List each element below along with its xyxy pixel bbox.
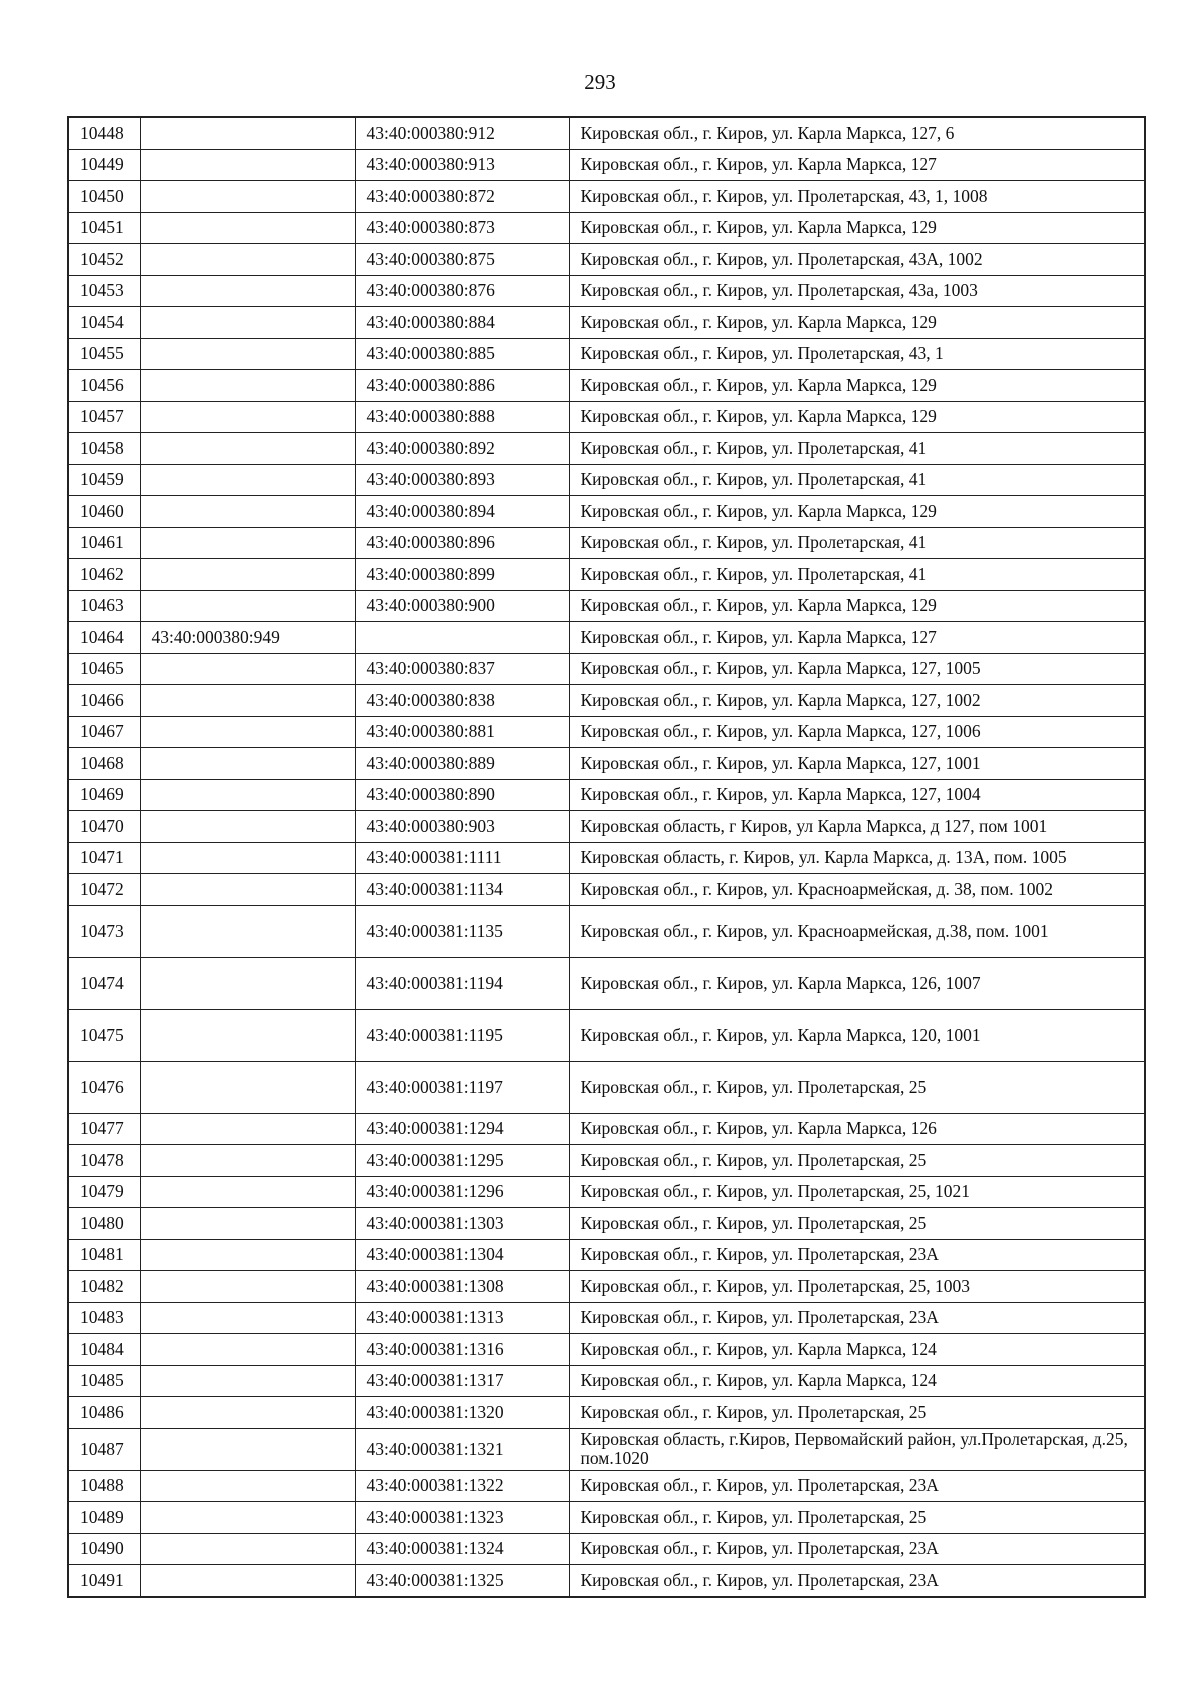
table-row [68,590,1145,622]
cadastral-number-cell [140,1145,355,1177]
address-cell: Кировская обл., г. Киров, ул. Красноармейская, д. 38, пом. 1002 [569,874,1145,906]
row-number-cell: 10482 [68,1271,140,1303]
cadastral-number-cell [140,1428,355,1470]
cadastral-number-cell: 43:40:000380:890 [355,779,569,811]
row-number-cell: 10478 [68,1145,140,1177]
row-number-cell: 10468 [68,748,140,780]
row-number-cell: 10476 [68,1061,140,1113]
cadastral-number-cell [140,307,355,339]
cadastral-number-cell: 43:40:000381:1321 [355,1428,569,1470]
row-number-cell: 10454 [68,307,140,339]
row-number-cell: 10471 [68,842,140,874]
table-row [68,716,1145,748]
cadastral-number-cell: 43:40:000381:1194 [355,957,569,1009]
address-cell: Кировская обл., г. Киров, ул. Пролетарская, 25 [569,1502,1145,1534]
table-row [68,622,1145,654]
table-row [68,1565,1145,1597]
table-row [68,1145,1145,1177]
table-row [68,685,1145,717]
cadastral-number-cell: 43:40:000381:1294 [355,1113,569,1145]
table-row [68,1397,1145,1429]
row-number-cell: 10488 [68,1470,140,1502]
address-cell: Кировская обл., г. Киров, ул. Карла Маркса, 129 [569,590,1145,622]
table-row [68,496,1145,528]
cadastral-number-cell [140,1271,355,1303]
table-row [68,1176,1145,1208]
cadastral-number-cell [140,685,355,717]
address-cell: Кировская область, г. Киров, ул. Карла Маркса, д. 13А, пом. 1005 [569,842,1145,874]
row-number-cell: 10465 [68,653,140,685]
address-cell: Кировская обл., г. Киров, ул. Карла Маркса, 129 [569,496,1145,528]
address-cell: Кировская обл., г. Киров, ул. Карла Маркса, 120, 1001 [569,1009,1145,1061]
address-cell: Кировская обл., г. Киров, ул. Карла Маркса, 127, 1004 [569,779,1145,811]
address-cell: Кировская обл., г. Киров, ул. Пролетарская, 23А [569,1239,1145,1271]
table-row [68,401,1145,433]
cadastral-number-cell: 43:40:000381:1111 [355,842,569,874]
address-cell: Кировская обл., г. Киров, ул. Пролетарская, 43а, 1003 [569,275,1145,307]
cadastral-number-cell [140,1208,355,1240]
table-row [68,1113,1145,1145]
cadastral-number-cell: 43:40:000380:884 [355,307,569,339]
cadastral-number-cell [140,244,355,276]
table-row [68,748,1145,780]
cadastral-number-cell: 43:40:000380:886 [355,370,569,402]
address-cell: Кировская обл., г. Киров, ул. Карла Маркса, 127, 6 [569,117,1145,149]
table-row [68,1428,1145,1470]
cadastral-number-cell: 43:40:000381:1324 [355,1533,569,1565]
cadastral-number-cell: 43:40:000380:837 [355,653,569,685]
cadastral-number-cell: 43:40:000381:1197 [355,1061,569,1113]
cadastral-number-cell: 43:40:000381:1316 [355,1334,569,1366]
row-number-cell: 10487 [68,1428,140,1470]
row-number-cell: 10461 [68,527,140,559]
cadastral-number-cell [140,1334,355,1366]
cadastral-number-cell: 43:40:000381:1308 [355,1271,569,1303]
cadastral-number-cell: 43:40:000380:838 [355,685,569,717]
table-row [68,1271,1145,1303]
cadastral-number-cell: 43:40:000380:893 [355,464,569,496]
row-number-cell: 10469 [68,779,140,811]
address-cell: Кировская обл., г. Киров, ул. Красноармейская, д.38, пом. 1001 [569,905,1145,957]
table-row [68,1302,1145,1334]
cadastral-number-cell: 43:40:000381:1322 [355,1470,569,1502]
cadastral-number-cell [355,622,569,654]
row-number-cell: 10460 [68,496,140,528]
table-row [68,811,1145,843]
table-row [68,1533,1145,1565]
cadastral-number-cell: 43:40:000380:889 [355,748,569,780]
row-number-cell: 10490 [68,1533,140,1565]
cadastral-number-cell [140,874,355,906]
address-cell: Кировская обл., г. Киров, ул. Карла Маркса, 129 [569,401,1145,433]
cadastral-number-cell: 43:40:000381:1296 [355,1176,569,1208]
cadastral-number-cell: 43:40:000380:888 [355,401,569,433]
row-number-cell: 10456 [68,370,140,402]
address-cell: Кировская обл., г. Киров, ул. Пролетарская, 23А [569,1470,1145,1502]
table-row [68,338,1145,370]
address-cell: Кировская обл., г. Киров, ул. Пролетарская, 25 [569,1208,1145,1240]
cadastral-number-cell: 43:40:000380:873 [355,212,569,244]
address-cell: Кировская область, г Киров, ул Карла Маркса, д 127, пом 1001 [569,811,1145,843]
address-cell: Кировская обл., г. Киров, ул. Пролетарская, 25 [569,1061,1145,1113]
cadastral-number-cell: 43:40:000380:876 [355,275,569,307]
row-number-cell: 10470 [68,811,140,843]
cadastral-number-cell [140,1061,355,1113]
cadastral-number-cell [140,181,355,213]
cadastral-number-cell: 43:40:000381:1313 [355,1302,569,1334]
cadastral-number-cell: 43:40:000380:885 [355,338,569,370]
row-number-cell: 10459 [68,464,140,496]
table-row [68,559,1145,591]
row-number-cell: 10451 [68,212,140,244]
address-cell: Кировская обл., г. Киров, ул. Пролетарская, 41 [569,464,1145,496]
address-cell: Кировская обл., г. Киров, ул. Карла Маркса, 127 [569,622,1145,654]
table-row [68,905,1145,957]
cadastral-number-cell [140,275,355,307]
cadastral-number-cell [140,1470,355,1502]
address-cell: Кировская обл., г. Киров, ул. Карла Маркса, 127, 1005 [569,653,1145,685]
row-number-cell: 10483 [68,1302,140,1334]
cadastral-register-table [67,116,1146,1598]
row-number-cell: 10491 [68,1565,140,1597]
row-number-cell: 10449 [68,149,140,181]
address-cell: Кировская обл., г. Киров, ул. Пролетарская, 25, 1003 [569,1271,1145,1303]
row-number-cell: 10452 [68,244,140,276]
table-row [68,464,1145,496]
cadastral-number-cell: 43:40:000380:913 [355,149,569,181]
address-cell: Кировская обл., г. Киров, ул. Карла Маркса, 127, 1001 [569,748,1145,780]
address-cell: Кировская обл., г. Киров, ул. Карла Маркса, 124 [569,1365,1145,1397]
row-number-cell: 10479 [68,1176,140,1208]
table-row [68,117,1145,149]
cadastral-number-cell: 43:40:000380:896 [355,527,569,559]
cadastral-number-cell [140,401,355,433]
address-cell: Кировская обл., г. Киров, ул. Пролетарская, 41 [569,527,1145,559]
cadastral-number-cell: 43:40:000380:912 [355,117,569,149]
row-number-cell: 10462 [68,559,140,591]
table-row [68,370,1145,402]
cadastral-number-cell [140,811,355,843]
row-number-cell: 10481 [68,1239,140,1271]
cadastral-number-cell: 43:40:000380:881 [355,716,569,748]
address-cell: Кировская обл., г. Киров, ул. Пролетарская, 43, 1, 1008 [569,181,1145,213]
cadastral-number-cell: 43:40:000380:875 [355,244,569,276]
cadastral-number-cell: 43:40:000381:1325 [355,1565,569,1597]
table-row [68,1009,1145,1061]
cadastral-number-cell [140,496,355,528]
cadastral-number-cell [140,779,355,811]
row-number-cell: 10453 [68,275,140,307]
cadastral-number-cell: 43:40:000380:872 [355,181,569,213]
cadastral-number-cell [140,842,355,874]
address-cell: Кировская обл., г. Киров, ул. Карла Маркса, 126, 1007 [569,957,1145,1009]
cadastral-number-cell [140,559,355,591]
cadastral-number-cell [140,1239,355,1271]
row-number-cell: 10464 [68,622,140,654]
table-row [68,149,1145,181]
row-number-cell: 10457 [68,401,140,433]
address-cell: Кировская обл., г. Киров, ул. Пролетарская, 25, 1021 [569,1176,1145,1208]
cadastral-number-cell [140,957,355,1009]
table-row [68,1365,1145,1397]
address-cell: Кировская обл., г. Киров, ул. Карла Маркса, 127, 1002 [569,685,1145,717]
cadastral-number-cell: 43:40:000381:1135 [355,905,569,957]
cadastral-number-cell [140,1365,355,1397]
address-cell: Кировская обл., г. Киров, ул. Карла Маркса, 127 [569,149,1145,181]
cadastral-number-cell: 43:40:000381:1323 [355,1502,569,1534]
table-row [68,842,1145,874]
cadastral-number-cell: 43:40:000381:1304 [355,1239,569,1271]
row-number-cell: 10458 [68,433,140,465]
cadastral-number-cell: 43:40:000381:1134 [355,874,569,906]
cadastral-number-cell [140,338,355,370]
page-number: 293 [584,70,616,94]
address-cell: Кировская область, г.Киров, Первомайский район, ул.Пролетарская, д.25, пом.1020 [569,1428,1145,1470]
table-row [68,212,1145,244]
address-cell: Кировская обл., г. Киров, ул. Пролетарская, 41 [569,559,1145,591]
cadastral-number-cell [140,1397,355,1429]
row-number-cell: 10472 [68,874,140,906]
table-row [68,874,1145,906]
cadastral-number-cell [140,590,355,622]
table-body [68,117,1145,1597]
address-cell: Кировская обл., г. Киров, ул. Карла Маркса, 126 [569,1113,1145,1145]
address-cell: Кировская обл., г. Киров, ул. Пролетарская, 43А, 1002 [569,244,1145,276]
row-number-cell: 10473 [68,905,140,957]
row-number-cell: 10455 [68,338,140,370]
cadastral-number-cell [140,212,355,244]
address-cell: Кировская обл., г. Киров, ул. Пролетарская, 25 [569,1145,1145,1177]
cadastral-number-cell: 43:40:000381:1317 [355,1365,569,1397]
address-cell: Кировская обл., г. Киров, ул. Пролетарская, 23А [569,1302,1145,1334]
cadastral-number-cell [140,1113,355,1145]
cadastral-number-cell [140,1176,355,1208]
cadastral-number-cell: 43:40:000380:894 [355,496,569,528]
cadastral-number-cell: 43:40:000381:1295 [355,1145,569,1177]
row-number-cell: 10474 [68,957,140,1009]
row-number-cell: 10448 [68,117,140,149]
address-cell: Кировская обл., г. Киров, ул. Пролетарская, 43, 1 [569,338,1145,370]
table-row [68,527,1145,559]
cadastral-number-cell [140,433,355,465]
row-number-cell: 10480 [68,1208,140,1240]
cadastral-number-cell [140,1565,355,1597]
table-row [68,275,1145,307]
cadastral-number-cell [140,653,355,685]
table-row [68,244,1145,276]
table-row [68,1061,1145,1113]
row-number-cell: 10463 [68,590,140,622]
cadastral-number-cell [140,149,355,181]
cadastral-number-cell: 43:40:000381:1303 [355,1208,569,1240]
address-cell: Кировская обл., г. Киров, ул. Пролетарская, 23А [569,1533,1145,1565]
cadastral-number-cell: 43:40:000380:900 [355,590,569,622]
row-number-cell: 10477 [68,1113,140,1145]
address-cell: Кировская обл., г. Киров, ул. Пролетарская, 23А [569,1565,1145,1597]
table-row [68,1208,1145,1240]
cadastral-number-cell: 43:40:000381:1195 [355,1009,569,1061]
cadastral-number-cell [140,464,355,496]
row-number-cell: 10450 [68,181,140,213]
cadastral-number-cell [140,1533,355,1565]
row-number-cell: 10489 [68,1502,140,1534]
table-row [68,779,1145,811]
table-row [68,653,1145,685]
address-cell: Кировская обл., г. Киров, ул. Карла Маркса, 129 [569,307,1145,339]
cadastral-number-cell: 43:40:000380:899 [355,559,569,591]
table-row [68,307,1145,339]
row-number-cell: 10475 [68,1009,140,1061]
cadastral-number-cell [140,1502,355,1534]
address-cell: Кировская обл., г. Киров, ул. Карла Маркса, 129 [569,370,1145,402]
cadastral-number-cell [140,1302,355,1334]
row-number-cell: 10485 [68,1365,140,1397]
cadastral-number-cell: 43:40:000380:892 [355,433,569,465]
table-row [68,433,1145,465]
table-row [68,1502,1145,1534]
cadastral-number-cell [140,1009,355,1061]
row-number-cell: 10484 [68,1334,140,1366]
address-cell: Кировская обл., г. Киров, ул. Пролетарская, 41 [569,433,1145,465]
address-cell: Кировская обл., г. Киров, ул. Карла Маркса, 127, 1006 [569,716,1145,748]
table-row [68,1239,1145,1271]
cadastral-number-cell [140,527,355,559]
cadastral-number-cell [140,370,355,402]
cadastral-number-cell [140,117,355,149]
table-row [68,1470,1145,1502]
row-number-cell: 10467 [68,716,140,748]
cadastral-number-cell: 43:40:000380:949 [140,622,355,654]
address-cell: Кировская обл., г. Киров, ул. Карла Маркса, 124 [569,1334,1145,1366]
address-cell: Кировская обл., г. Киров, ул. Пролетарская, 25 [569,1397,1145,1429]
row-number-cell: 10486 [68,1397,140,1429]
cadastral-number-cell [140,905,355,957]
row-number-cell: 10466 [68,685,140,717]
table-row [68,181,1145,213]
cadastral-number-cell: 43:40:000381:1320 [355,1397,569,1429]
cadastral-number-cell [140,748,355,780]
table-row [68,957,1145,1009]
cadastral-number-cell [140,716,355,748]
address-cell: Кировская обл., г. Киров, ул. Карла Маркса, 129 [569,212,1145,244]
table-row [68,1334,1145,1366]
cadastral-number-cell: 43:40:000380:903 [355,811,569,843]
